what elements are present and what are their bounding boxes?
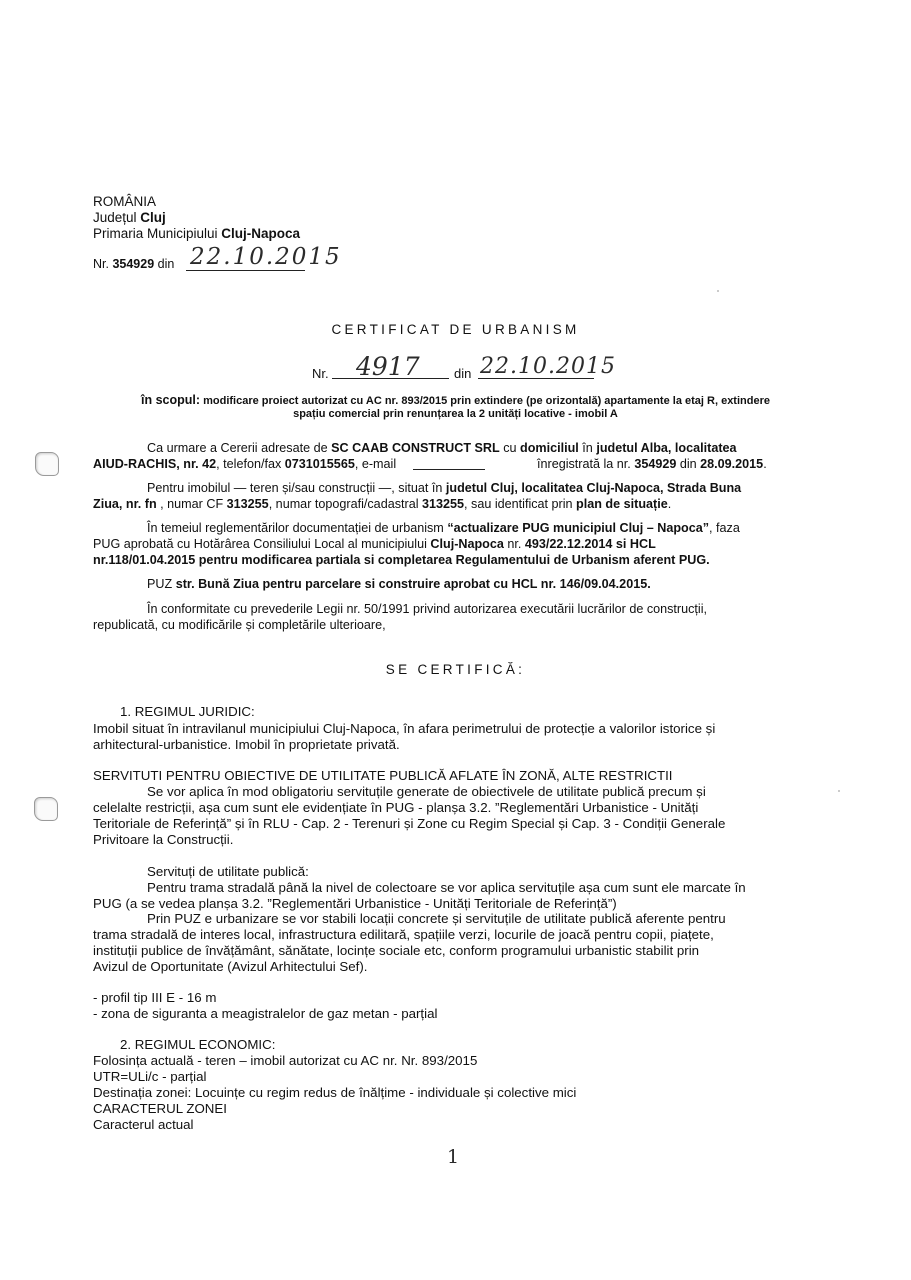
servituti-line-1: Se vor aplica în mod obligatoriu servituțile generate de obiectivele de utilitate publică precum și — [147, 784, 706, 799]
utilitate-line-3: Prin PUZ e urbanizare se vor stabili locații concrete și servituțile de utilitate publică aferente pentru — [147, 911, 726, 926]
servituti-line-4: Privitoare la Construcții. — [93, 832, 234, 847]
utilitate-line-2: PUG (a se vedea planșa 3.2. ”Reglementări Urbanistice - Unități Teritoriale de Referință”) — [93, 896, 617, 911]
utilitate-line-4: trama stradală de interes local, infrastructura edilitară, spațiile verzi, locurile de joacă pentru copii, piațete, — [93, 927, 714, 942]
section-2-line-3: Destinația zonei: Locuințe cu regim redus de înălțime - individuale și colective mici — [93, 1085, 577, 1100]
section-2-heading: 2. REGIMUL ECONOMIC: — [120, 1037, 276, 1052]
certificate-nr-label: Nr. — [312, 366, 329, 381]
request-registration: înregistrată la nr. 354929 din 28.09.2015. — [537, 457, 767, 471]
header-country: ROMÂNIA — [93, 194, 157, 209]
section-1-line-1: Imobil situat în intravilanul municipiului Cluj-Napoca, în afara perimetrului de protecție a valorilor istorice și — [93, 721, 716, 736]
certificate-din-label: din — [454, 366, 472, 381]
handwritten-registration-date: 22.10.2015 — [190, 244, 342, 270]
regulation-paragraph-line-2: PUG aprobată cu Hotărârea Consiliului Local al municipiului Cluj-Napoca nr. 493/22.12.2014 si HCL — [93, 537, 656, 551]
utilitate-title: Servituți de utilitate publică: — [147, 864, 309, 879]
profile-line: - profil tip III E - 16 m — [93, 990, 217, 1005]
section-2-line-1: Folosința actuală - teren – imobil autorizat cu AC nr. Nr. 893/2015 — [93, 1053, 478, 1068]
section-1-heading: 1. REGIMUL JURIDIC: — [120, 704, 255, 719]
utilitate-line-5: instituții publice de învățământ, sănătate, locințe sociale etc, conform programului urbanistic stabilit prin — [93, 943, 700, 958]
header-county: Județul Cluj — [93, 210, 166, 225]
certificate-title: CERTIFICAT DE URBANISM — [331, 322, 580, 337]
section-2-line-2: UTR=ULi/c - parțial — [93, 1069, 207, 1084]
section-2-line-5: Caracterul actual — [93, 1117, 194, 1132]
request-paragraph-line-2: AIUD-RACHIS, nr. 42, telefon/fax 0731015565, e-mail — [93, 457, 397, 471]
servituti-line-2: celelalte restricții, așa cum sunt ele evidențiate în PUG - planșa 3.2. ”Reglementări Urbanistice - Unități — [93, 800, 699, 815]
punch-hole-top — [35, 452, 59, 476]
scope-line-2: spațiu comercial prin renunțarea la 2 unități locative - imobil A — [293, 408, 618, 420]
servituti-title: SERVITUTI PENTRU OBIECTIVE DE UTILITATE PUBLICĂ AFLATE ÎN ZONĂ, ALTE RESTRICTII — [93, 768, 673, 783]
gas-zone-line: - zona de siguranta a meagistralelor de gaz metan - parțial — [93, 1006, 438, 1021]
handwritten-certificate-number: 4917 — [356, 352, 420, 381]
section-2-line-4: CARACTERUL ZONEI — [93, 1101, 227, 1116]
header-mayoralty: Primaria Municipiului Cluj-Napoca — [93, 226, 301, 241]
se-certifica-heading: SE CERTIFICĂ: — [385, 662, 526, 677]
request-paragraph-line-1: Ca urmare a Cererii adresate de SC CAAB CONSTRUCT SRL cu domiciliul în judetul Alba, localitatea — [147, 441, 737, 455]
utilitate-line-1: Pentru trama stradală până la nivel de colectoare se vor aplica servituțile așa cum sunt ele marcate în — [147, 880, 746, 895]
date-underline — [186, 270, 305, 271]
puz-paragraph: PUZ str. Bună Ziua pentru parcelare si construire aprobat cu HCL nr. 146/09.04.2015. — [147, 577, 651, 591]
punch-hole-bottom — [34, 797, 58, 821]
page-number: 1 — [447, 1146, 460, 1168]
law-paragraph-line-2: republicată, cu modificările și completările ulterioare, — [93, 618, 386, 632]
regulation-paragraph-line-1: În temeiul reglementărilor documentației de urbanism “actualizare PUG municipiul Cluj – Napoca”, faza — [147, 521, 740, 535]
property-paragraph-line-2: Ziua, nr. fn , numar CF 313255, numar topografi/cadastral 313255, sau identificat prin plan de situație. — [93, 497, 672, 511]
utilitate-line-6: Avizul de Oportunitate (Avizul Arhitectului Sef). — [93, 959, 368, 974]
scan-speck — [717, 290, 719, 292]
scan-speck — [838, 790, 840, 792]
scope-line-1: în scopul: modificare proiect autorizat cu AC nr. 893/2015 prin extindere (pe orizontală) apartamente la etaj R, extindere — [141, 393, 770, 407]
section-1-line-2: arhitectural-urbanistice. Imobil în proprietate privată. — [93, 737, 400, 752]
servituti-line-3: Teritoriale de Referință” și în RLU - Cap. 2 - Terenuri și Zone cu Regim Special și Cap. 3 - Condiții Generale — [93, 816, 726, 831]
handwritten-certificate-date: 22.10.2015 — [480, 354, 616, 379]
regulation-paragraph-line-3: nr.118/01.04.2015 pentru modificarea partiala si completarea Regulamentului de Urbanism aferent PUG. — [93, 553, 710, 567]
header-registration-number: Nr. 354929 din — [93, 257, 175, 271]
email-blank — [413, 469, 485, 470]
law-paragraph-line-1: În conformitate cu prevederile Legii nr. 50/1991 privind autorizarea executării lucrărilor de construcții, — [147, 602, 708, 616]
property-paragraph-line-1: Pentru imobilul — teren și/sau construcții —, situat în judetul Cluj, localitatea Cluj-Napoca, Strada Buna — [147, 481, 742, 495]
